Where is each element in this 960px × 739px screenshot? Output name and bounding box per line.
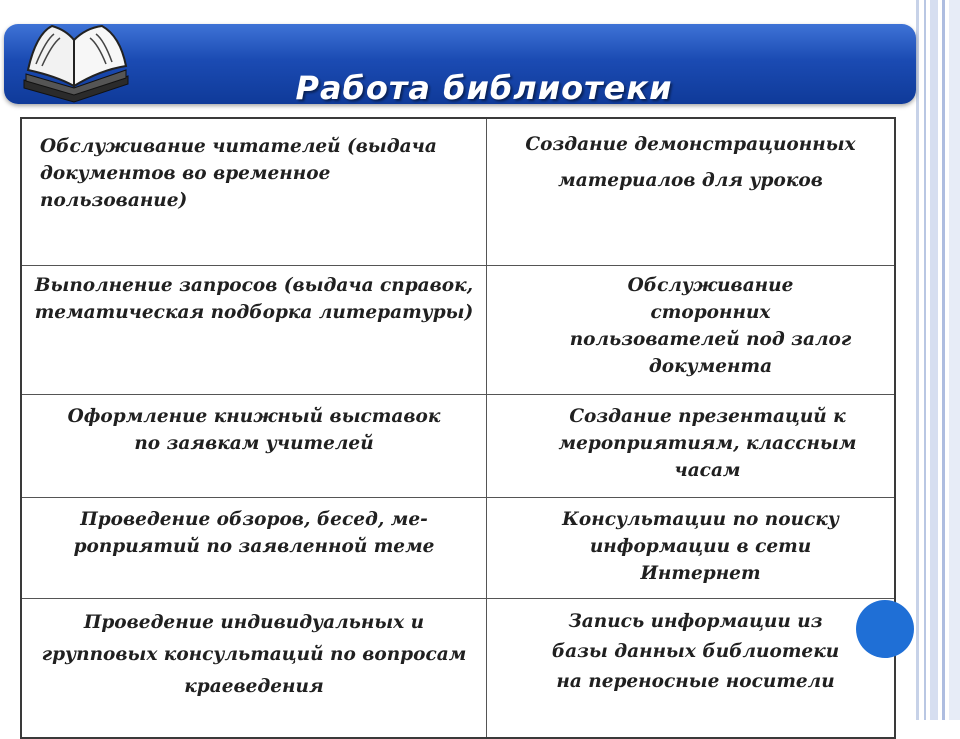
table-cell: Создание презентаций к мероприятиям, классным часам <box>487 395 896 498</box>
decorative-circle <box>856 600 914 658</box>
library-work-table <box>20 117 896 739</box>
table-cell: Обслуживание читателей (выдача документов во временное пользование) <box>21 118 487 266</box>
title-banner <box>4 24 916 107</box>
table-cell: Проведение обзоров, бесед, ме-роприятий по заявленной теме <box>21 498 487 599</box>
table-row <box>21 266 895 395</box>
table-cell: Создание демонстрационных материалов для уроков <box>487 118 896 266</box>
open-book-icon <box>16 18 136 104</box>
table-cell: Запись информации из базы данных библиотеки на переносные носители <box>487 599 896 739</box>
table-row <box>21 395 895 498</box>
table-row <box>21 498 895 599</box>
page-title: Работа библиотеки <box>295 69 673 107</box>
table-row <box>21 599 895 739</box>
table-row <box>21 118 895 266</box>
table-cell: Выполнение запросов (выдача справок, тематическая подборка литературы) <box>21 266 487 395</box>
decorative-stripes <box>916 0 960 720</box>
table-cell: Консультации по поиску информации в сети Интернет <box>487 498 896 599</box>
table-cell: Проведение индивидуальных и групповых консультаций по вопросам краеведения <box>21 599 487 739</box>
table-cell: Оформление книжный выставок по заявкам учителей <box>21 395 487 498</box>
table-cell: Обслуживание сторонних пользователей под залог документа <box>487 266 896 395</box>
